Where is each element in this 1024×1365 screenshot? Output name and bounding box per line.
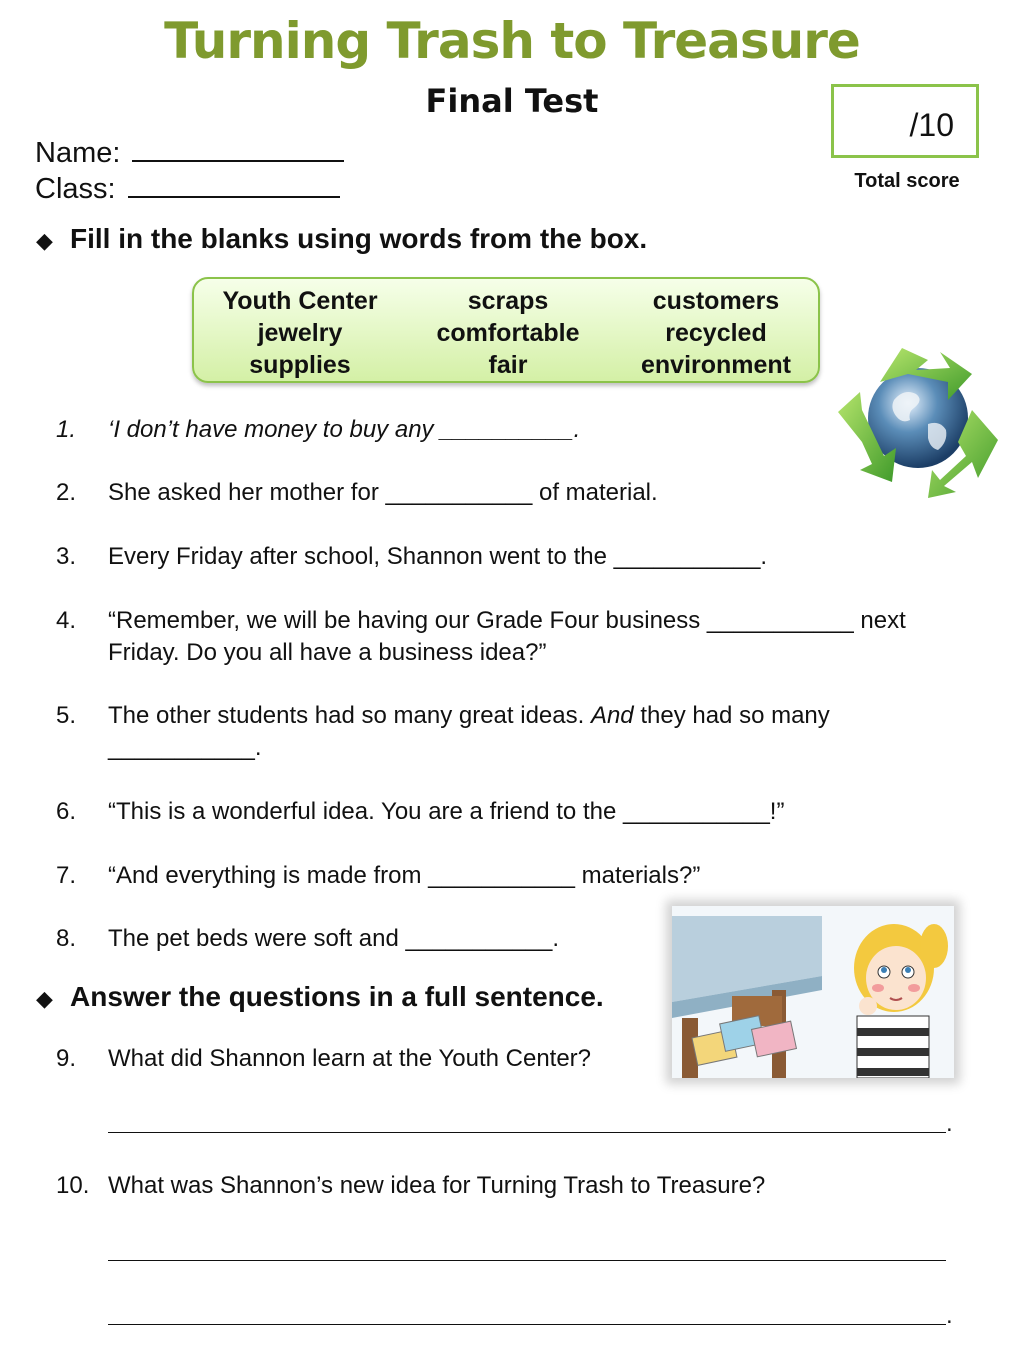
diamond-bullet-icon: ◆ xyxy=(36,986,53,1011)
question-text-part: The other students had so many great ideas. xyxy=(108,702,591,729)
answer-line-10b[interactable] xyxy=(108,1324,946,1325)
question-text-emphasis: And xyxy=(590,702,634,729)
question-number: 5. xyxy=(56,702,77,729)
question-number: 7. xyxy=(56,862,77,889)
question-text: What did Shannon learn at the Youth Center? xyxy=(108,1045,592,1072)
question-text: “This is a wonderful idea. You are a friend to the ___________!” xyxy=(108,798,785,825)
answer-line-9[interactable] xyxy=(108,1132,946,1133)
page-title: Turning Trash to Treasure xyxy=(164,12,860,70)
question-number: 2. xyxy=(56,479,77,506)
page-subtitle: Final Test xyxy=(425,82,599,120)
class-field[interactable] xyxy=(35,173,340,206)
question-text: She asked her mother for ___________ of material. xyxy=(108,479,658,506)
word-item: jewelry xyxy=(257,319,343,347)
question-number: 8. xyxy=(56,925,77,952)
question-number: 4. xyxy=(56,607,77,634)
section-fill-blanks xyxy=(36,223,647,255)
section-full-sentence xyxy=(36,981,604,1013)
question-text: The pet beds were soft and ___________. xyxy=(108,925,560,952)
question-number: 9. xyxy=(56,1045,77,1072)
word-item: environment xyxy=(640,351,792,379)
name-blank[interactable] xyxy=(132,140,344,162)
word-item: comfortable xyxy=(436,319,580,347)
question-text-part: they had so many ___________. xyxy=(108,702,830,761)
question-number: 6. xyxy=(56,798,77,825)
word-item: supplies xyxy=(249,351,351,379)
question-text: “Remember, we will be having our Grade Four business ___________ next Friday. Do you all have a business idea?” xyxy=(108,607,906,666)
question-number: 1. xyxy=(56,416,77,443)
answer-period: . xyxy=(946,1302,953,1329)
question-text xyxy=(108,700,938,764)
name-field[interactable] xyxy=(35,137,344,170)
question-text: Every Friday after school, Shannon went to the ___________. xyxy=(108,543,768,570)
section-full-sentence-label: Answer the questions in a full sentence. xyxy=(70,981,604,1012)
word-box xyxy=(192,277,820,383)
question-text: ‘I don’t have money to buy any __________. xyxy=(108,416,581,443)
question-text: What was Shannon’s new idea for Turning Trash to Treasure? xyxy=(108,1172,766,1199)
answer-line-10a[interactable] xyxy=(108,1260,946,1261)
class-label: Class: xyxy=(35,173,116,205)
score-caption: Total score xyxy=(854,170,960,192)
word-item: scraps xyxy=(467,287,549,315)
question-number: 10. xyxy=(56,1172,90,1199)
word-item: customers xyxy=(652,287,780,315)
answer-period: . xyxy=(946,1110,953,1137)
name-label: Name: xyxy=(35,137,121,169)
score-box xyxy=(831,84,979,158)
section-fill-blanks-label: Fill in the blanks using words from the box. xyxy=(70,223,648,254)
question-number: 3. xyxy=(56,543,77,570)
class-blank[interactable] xyxy=(128,176,340,198)
score-value: /10 xyxy=(909,107,954,143)
word-item: Youth Center xyxy=(222,287,378,315)
diamond-bullet-icon: ◆ xyxy=(36,228,53,253)
word-item: fair xyxy=(488,351,528,379)
question-text: “And everything is made from ___________ materials?” xyxy=(108,862,701,889)
word-item: recycled xyxy=(665,319,767,347)
